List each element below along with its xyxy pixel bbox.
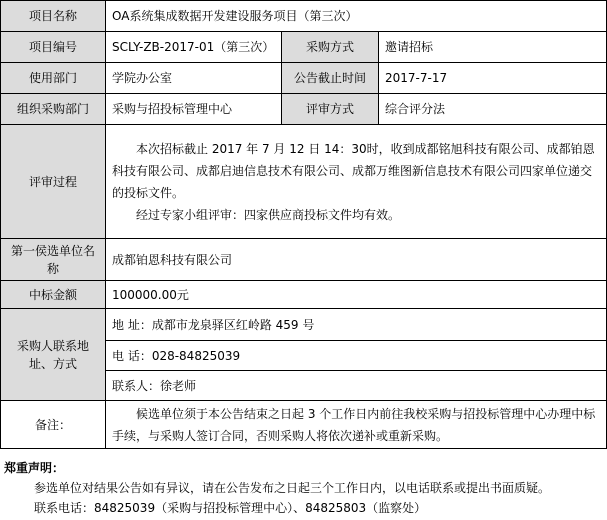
row-buyer-address bbox=[1, 309, 607, 341]
row-winner bbox=[1, 239, 607, 281]
project-name-label: 项目名称 bbox=[1, 1, 106, 32]
deadline-label: 公告截止时间 bbox=[282, 63, 379, 94]
deadline-value: 2017-7-17 bbox=[379, 63, 607, 94]
review-method-value: 综合评分法 bbox=[379, 94, 607, 125]
statement-title: 郑重声明： bbox=[4, 461, 65, 475]
review-label: 评审过程 bbox=[1, 125, 106, 239]
buyer-label: 采购人联系地址、方式 bbox=[1, 309, 106, 401]
remark-paragraph: 候选单位须于本公告结束之日起 3 个工作日内前往我校采购与招投标管理中心办理中标手续，与采购人签订合同，否则采购人将依次递补或重新采购。 bbox=[112, 406, 596, 443]
winner-value: 成都铂恩科技有限公司 bbox=[106, 239, 607, 281]
row-org bbox=[1, 94, 607, 125]
row-amount bbox=[1, 281, 607, 309]
procurement-method-value: 邀请招标 bbox=[379, 32, 607, 63]
review-method-label: 评审方式 bbox=[282, 94, 379, 125]
remark-value bbox=[106, 401, 607, 449]
row-project-no bbox=[1, 32, 607, 63]
row-dept bbox=[1, 63, 607, 94]
dept-label: 使用部门 bbox=[1, 63, 106, 94]
remark-label: 备注： bbox=[1, 401, 106, 449]
review-content bbox=[106, 125, 607, 239]
review-paragraph-1: 本次招标截止 2017 年 7 月 12 日 14：30时，收到成都铭旭科技有限公司、成都铂恩科技有限公司、成都启迪信息技术有限公司、成都万维图新信息技术有限公司四家单位递交的投标文件。 bbox=[112, 141, 595, 200]
amount-label: 中标金额 bbox=[1, 281, 106, 309]
procurement-method-label: 采购方式 bbox=[282, 32, 379, 63]
project-no-value: SCLY-ZB-2017-01（第三次） bbox=[106, 32, 282, 63]
buyer-phone: 电 话：028-84825039 bbox=[106, 341, 607, 371]
org-value: 采购与招投标管理中心 bbox=[106, 94, 282, 125]
row-review bbox=[1, 125, 607, 239]
statement-section bbox=[0, 458, 606, 518]
amount-value: 100000.00元 bbox=[106, 281, 607, 309]
project-no-label: 项目编号 bbox=[1, 32, 106, 63]
dept-value: 学院办公室 bbox=[106, 63, 282, 94]
buyer-contact: 联系人：徐老师 bbox=[106, 371, 607, 401]
statement-line-2: 联系电话：84825039（采购与招投标管理中心）、84825803（监察处） bbox=[34, 501, 427, 515]
statement-line-1: 参选单位对结果公告如有异议，请在公告发布之日起三个工作日内，以电话联系或提出书面质疑。 bbox=[34, 481, 551, 495]
project-name-value: OA系统集成数据开发建设服务项目（第三次） bbox=[106, 1, 607, 32]
review-paragraph-2: 经过专家小组评审：四家供应商投标文件均有效。 bbox=[136, 207, 401, 222]
row-remark bbox=[1, 401, 607, 449]
org-label: 组织采购部门 bbox=[1, 94, 106, 125]
winner-label: 第一侯选单位名称 bbox=[1, 239, 106, 281]
buyer-address: 地 址：成都市龙泉驿区红岭路 459 号 bbox=[106, 309, 607, 341]
row-project-name bbox=[1, 1, 607, 32]
